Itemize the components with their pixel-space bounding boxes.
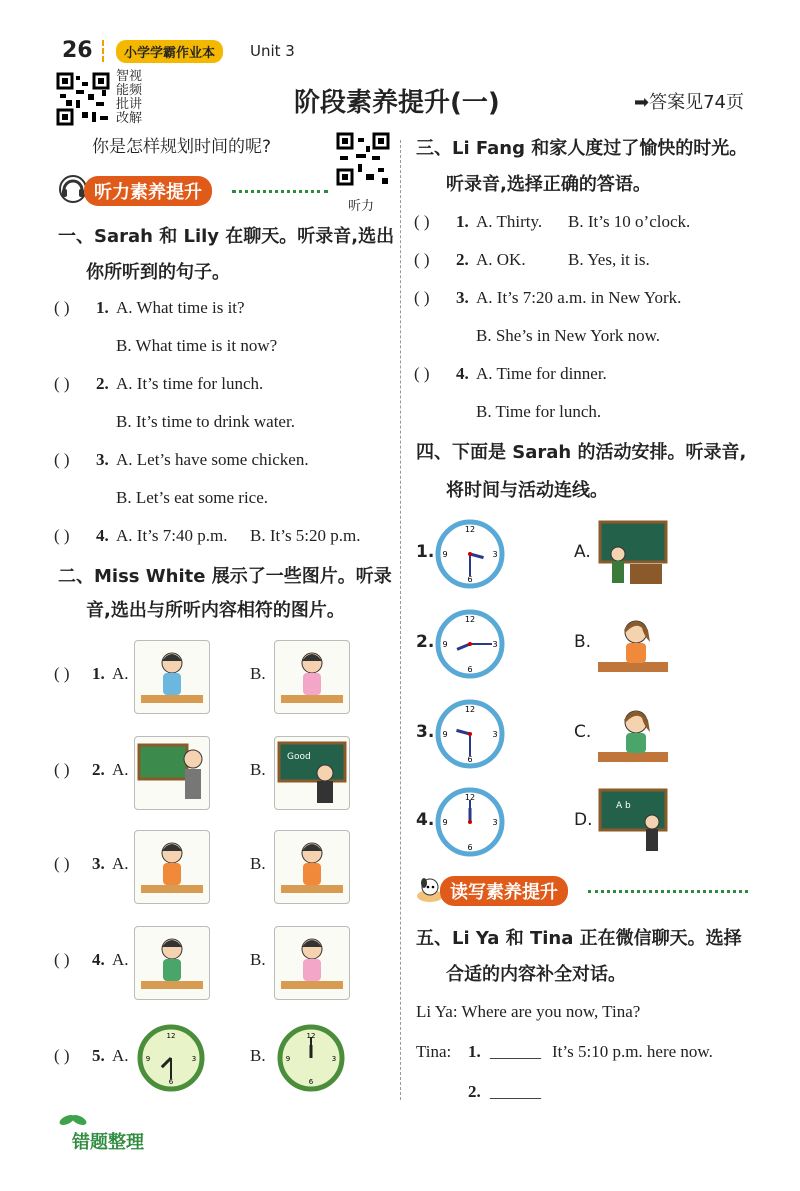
picture-label: D. <box>574 810 593 830</box>
svg-text:6: 6 <box>467 575 473 584</box>
q4-heading: 四、下面是 Sarah 的活动安排。听录音, <box>416 442 747 463</box>
clock-number: 4. <box>416 810 435 830</box>
option-a[interactable]: A. OK. <box>476 250 526 269</box>
section-dotted-line <box>588 890 748 893</box>
q4-heading-cont: 将时间与活动连线。 <box>446 480 608 501</box>
answer-paren[interactable]: ( ) <box>54 950 70 969</box>
item-number: 5. <box>92 1046 105 1065</box>
q3-heading-cont: 听录音,选择正确的答语。 <box>446 174 651 195</box>
qr-code-icon <box>336 132 390 186</box>
option-a-label: A. <box>112 950 129 969</box>
svg-text:9: 9 <box>442 550 448 559</box>
picture-option-a[interactable] <box>134 640 210 714</box>
clock-face <box>434 608 506 684</box>
answer-paren[interactable]: ( ) <box>54 298 70 317</box>
answer-paren[interactable]: ( ) <box>414 288 430 307</box>
q1-heading-cont: 你所听到的句子。 <box>86 262 230 283</box>
option-a[interactable]: A. It’s 7:40 p.m. <box>116 526 228 545</box>
picture-option-b[interactable] <box>274 640 350 714</box>
svg-text:Good: Good <box>287 752 311 762</box>
dialogue-speaker-tina: Tina: <box>416 1042 452 1061</box>
option-a[interactable]: A. It’s 7:20 a.m. in New York. <box>476 288 682 307</box>
svg-text:3: 3 <box>492 550 498 559</box>
item-number: 1. <box>96 298 109 317</box>
answer-paren[interactable]: ( ) <box>54 526 70 545</box>
option-b[interactable]: B. She’s in New York now. <box>476 326 661 345</box>
clock-number: 3. <box>416 722 435 742</box>
q3-heading: 三、Li Fang 和家人度过了愉快的时光。 <box>416 138 748 159</box>
option-b[interactable]: B. What time is it now? <box>116 336 278 355</box>
item-number: 4. <box>456 364 469 383</box>
item-number: 1. <box>456 212 469 231</box>
clock-face <box>434 518 506 594</box>
header-divider <box>102 40 108 62</box>
section-badge-listening: 听力素养提升 <box>84 176 212 206</box>
item-number: 4. <box>92 950 105 969</box>
answer-paren[interactable]: ( ) <box>54 854 70 873</box>
q2-heading-cont: 音,选出与所听内容相符的图片。 <box>86 600 345 621</box>
item-number: 1. <box>92 664 105 683</box>
option-b[interactable]: B. Time for lunch. <box>476 402 602 421</box>
option-a-label: A. <box>112 1046 129 1065</box>
qr-code-listening[interactable] <box>336 132 390 190</box>
svg-text:6: 6 <box>467 665 473 674</box>
qr-listen-label: 听力 <box>348 199 375 214</box>
answer-paren[interactable]: ( ) <box>54 1046 70 1065</box>
picture-option-b[interactable] <box>274 736 350 810</box>
svg-text:6: 6 <box>308 1078 314 1086</box>
option-b[interactable]: B. Let’s eat some rice. <box>116 488 269 507</box>
svg-text:12: 12 <box>166 1032 176 1040</box>
activity-picture[interactable] <box>596 786 670 858</box>
svg-text:3: 3 <box>492 818 498 827</box>
option-a[interactable]: A. Let’s have some chicken. <box>116 450 309 469</box>
svg-text:9: 9 <box>442 730 448 739</box>
option-b-label: B. <box>250 950 266 969</box>
answer-blank-1[interactable]: ______ <box>490 1042 541 1061</box>
clock-picture-b[interactable] <box>274 1022 348 1094</box>
option-b-label: B. <box>250 854 266 873</box>
page-number: 26 <box>62 38 93 63</box>
activity-picture[interactable] <box>596 518 670 590</box>
picture-option-a[interactable] <box>134 736 210 810</box>
qr-code-video[interactable] <box>56 72 110 130</box>
column-divider <box>400 140 401 1100</box>
book-title-badge: 小学学霸作业本 <box>116 40 223 63</box>
answer-reference: ➡答案见74页 <box>634 92 744 113</box>
option-a[interactable]: A. Thirty. <box>476 212 543 231</box>
section-dotted-line <box>232 190 328 193</box>
option-a[interactable]: A. It’s time for lunch. <box>116 374 264 393</box>
svg-text:12: 12 <box>464 525 476 534</box>
unit-label: Unit 3 <box>250 42 295 60</box>
clock-number: 1. <box>416 542 435 562</box>
picture-label: C. <box>574 722 592 742</box>
item-number: 4. <box>96 526 109 545</box>
dialogue-line-tina: It’s 5:10 p.m. here now. <box>552 1042 713 1061</box>
clock-face <box>434 698 506 774</box>
clock-face <box>434 786 506 862</box>
clock-picture-a[interactable] <box>134 1022 208 1094</box>
picture-option-b[interactable] <box>274 830 350 904</box>
item-number: 2. <box>96 374 109 393</box>
clock-number: 2. <box>416 632 435 652</box>
item-number: 3. <box>456 288 469 307</box>
page-title: 阶段素养提升(一) <box>294 88 500 118</box>
option-a[interactable]: A. Time for dinner. <box>476 364 607 383</box>
item-number: 2. <box>456 250 469 269</box>
subtitle-question: 你是怎样规划时间的呢? <box>92 137 272 157</box>
item-number: 2. <box>92 760 105 779</box>
svg-text:6: 6 <box>467 843 473 852</box>
picture-label: A. <box>574 542 591 562</box>
option-a-label: A. <box>112 664 129 683</box>
option-a-label: A. <box>112 854 129 873</box>
answer-paren[interactable]: ( ) <box>414 212 430 231</box>
svg-text:3: 3 <box>492 730 498 739</box>
item-number: 3. <box>96 450 109 469</box>
svg-text:6: 6 <box>168 1078 174 1086</box>
svg-text:9: 9 <box>145 1055 151 1063</box>
dialogue-line-liya: Li Ya: Where are you now, Tina? <box>416 1002 641 1021</box>
svg-text:12: 12 <box>464 705 476 714</box>
blank-number: 2. <box>468 1082 481 1101</box>
answer-blank-2[interactable]: ______ <box>490 1082 541 1101</box>
footer-mistake-review: 错题整理 <box>72 1132 144 1153</box>
svg-text:9: 9 <box>442 640 448 649</box>
option-b[interactable]: B. Yes, it is. <box>568 250 650 269</box>
qr-code-icon <box>56 72 110 126</box>
answer-paren[interactable]: ( ) <box>54 664 70 683</box>
option-a[interactable]: A. What time is it? <box>116 298 245 317</box>
svg-text:12: 12 <box>464 793 476 802</box>
qr-video-label: 智视 能频 批讲 改解 <box>116 69 143 126</box>
option-a-label: A. <box>112 760 129 779</box>
answer-paren[interactable]: ( ) <box>54 450 70 469</box>
activity-picture[interactable] <box>596 608 670 680</box>
item-number: 3. <box>92 854 105 873</box>
svg-text:6: 6 <box>467 755 473 764</box>
q1-heading: 一、Sarah 和 Lily 在聊天。听录音,选出 <box>58 226 395 247</box>
activity-picture[interactable] <box>596 698 670 770</box>
q2-heading: 二、Miss White 展示了一些图片。听录 <box>58 566 392 587</box>
q5-heading-cont: 合适的内容补全对话。 <box>446 964 626 985</box>
svg-text:9: 9 <box>285 1055 291 1063</box>
option-b-label: B. <box>250 760 266 779</box>
answer-paren[interactable]: ( ) <box>54 374 70 393</box>
answer-paren[interactable]: ( ) <box>414 364 430 383</box>
answer-paren[interactable]: ( ) <box>54 760 70 779</box>
svg-text:9: 9 <box>442 818 448 827</box>
svg-text:A b: A b <box>616 801 631 811</box>
svg-text:12: 12 <box>306 1032 316 1040</box>
option-b-label: B. <box>250 664 266 683</box>
picture-option-b[interactable] <box>274 926 350 1000</box>
option-b[interactable]: B. It’s 10 o’clock. <box>568 212 691 231</box>
option-b[interactable]: B. It’s time to drink water. <box>116 412 295 431</box>
svg-text:3: 3 <box>492 640 498 649</box>
answer-paren[interactable]: ( ) <box>414 250 430 269</box>
svg-text:3: 3 <box>331 1055 337 1063</box>
picture-option-a[interactable] <box>134 830 210 904</box>
picture-label: B. <box>574 632 592 652</box>
picture-option-a[interactable] <box>134 926 210 1000</box>
svg-text:12: 12 <box>464 615 476 624</box>
svg-text:3: 3 <box>191 1055 197 1063</box>
blank-number: 1. <box>468 1042 481 1061</box>
q5-heading: 五、Li Ya 和 Tina 正在微信聊天。选择 <box>416 928 742 949</box>
section-badge-reading-writing: 读写素养提升 <box>440 876 568 906</box>
option-b[interactable]: B. It’s 5:20 p.m. <box>250 526 361 545</box>
option-b-label: B. <box>250 1046 266 1065</box>
